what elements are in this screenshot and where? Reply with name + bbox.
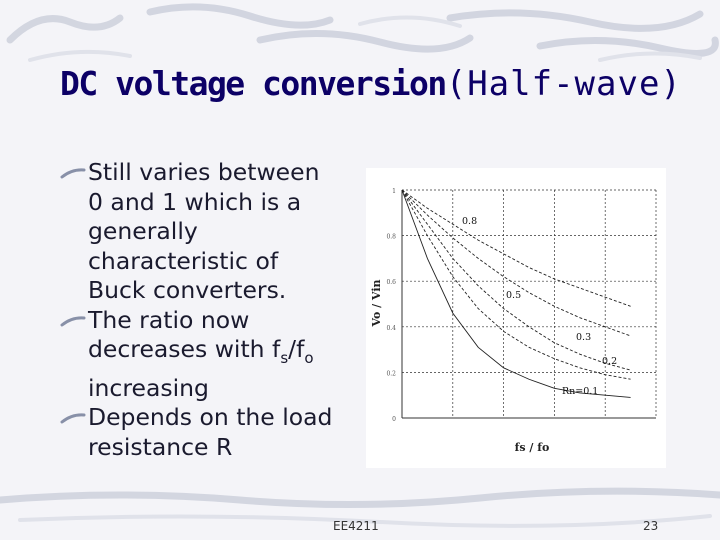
y-tick-label: 0.8 — [386, 233, 396, 241]
bullet-line: increasing — [88, 373, 209, 402]
bullet-line — [88, 335, 360, 374]
y-tick-label: 0.2 — [386, 370, 396, 378]
graph-y-ticks — [386, 188, 396, 423]
slide-title — [60, 64, 682, 104]
y-tick-label: 0.6 — [386, 279, 396, 287]
curve-label: 0.2 — [602, 356, 618, 367]
curve-series-line — [402, 190, 631, 306]
footer-course-code: EE4211 — [333, 519, 379, 533]
bullet-line: Depends on the load — [88, 403, 333, 431]
y-tick-label: 1 — [392, 188, 396, 195]
bullet-item — [60, 403, 360, 462]
voltage-ratio-graph — [366, 168, 666, 468]
bullet-line: Buck converters. — [88, 276, 287, 304]
bullet-line: 0 and 1 which is a — [88, 187, 302, 216]
bullet-item — [60, 306, 360, 404]
subscript: o — [304, 349, 314, 367]
bullet-line: characteristic of — [88, 246, 279, 275]
graph-curve-labels — [462, 216, 617, 397]
y-axis-label: Vo / Vin — [370, 279, 383, 327]
bullet-text: /f — [288, 335, 305, 363]
curve-label: 0.3 — [576, 332, 592, 343]
bullet-line: generally — [88, 217, 198, 245]
curve-series-line — [402, 190, 631, 336]
title-suffix: (Half-wave) — [445, 64, 682, 104]
curve-label: Rn=0.1 — [562, 386, 599, 397]
curve-label: 0.8 — [462, 216, 478, 227]
bullet-line: The ratio now — [88, 305, 250, 334]
curve-label: 0.5 — [506, 290, 522, 301]
page-number: 23 — [643, 519, 659, 533]
subscript: s — [280, 349, 289, 367]
bullet-text: decreases with f — [88, 335, 281, 363]
bullet-line: Still varies between — [88, 158, 320, 186]
bullet-item — [60, 158, 360, 306]
y-tick-label: 0.4 — [386, 324, 396, 332]
brush-stroke-bullet-icon — [60, 167, 86, 179]
curve-series-line — [402, 190, 631, 379]
graph-grid — [402, 190, 656, 418]
y-tick-label: 0 — [392, 416, 396, 423]
bullet-list — [60, 158, 360, 462]
x-axis-label: fs / fo — [514, 441, 550, 454]
bullet-line: resistance R — [88, 432, 233, 461]
brush-stroke-bullet-icon — [60, 315, 86, 327]
curve-series-line — [402, 190, 631, 370]
brush-stroke-bullet-icon — [60, 412, 86, 424]
title-main: DC voltage conversion — [60, 64, 446, 103]
